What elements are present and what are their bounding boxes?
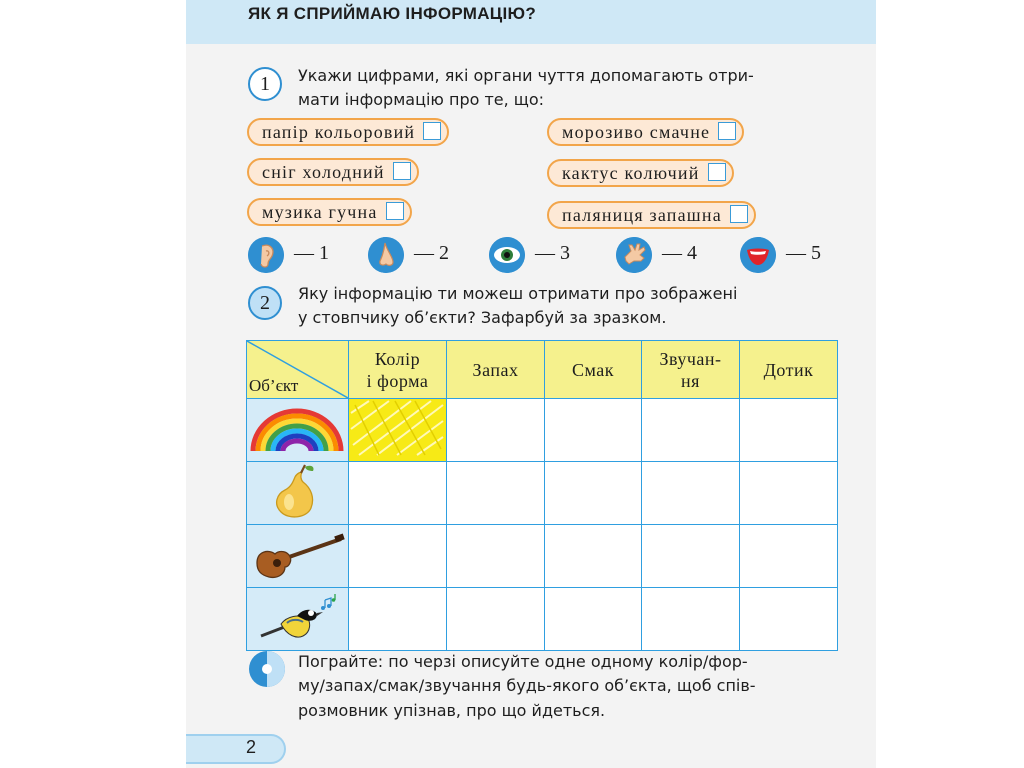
answer-pill-paper [247, 118, 449, 146]
task-3-text-line2: му/запах/смак/звучання будь-якого об’єкта, щоб спів- [298, 676, 756, 695]
answer-pill-icecream [547, 118, 744, 146]
task-2-text-line2: у стовпчику об’єкти? Зафарбуй за зразком. [298, 308, 667, 327]
mouth-icon [740, 237, 776, 273]
ear-icon [248, 237, 284, 273]
legend-label: — 4 [662, 242, 697, 264]
table-cell[interactable] [545, 588, 642, 651]
pill-label: сніг холодний [262, 162, 385, 182]
footer-tab [186, 734, 286, 764]
answer-pill-snow [247, 158, 419, 186]
table-cell[interactable] [447, 462, 545, 525]
column-header-line1: Запах [472, 359, 519, 380]
table-cell[interactable] [349, 462, 447, 525]
legend-label: — 5 [786, 242, 821, 264]
table-cell[interactable] [349, 525, 447, 588]
nose-icon [368, 237, 404, 273]
column-header-touch [740, 341, 838, 399]
table-cell[interactable] [740, 525, 838, 588]
legend-label: — 1 [294, 242, 329, 264]
task-2-number: 2 [248, 286, 282, 320]
object-cell-bird [247, 588, 349, 651]
sample-colored-cell[interactable] [349, 399, 447, 462]
table-cell[interactable] [447, 525, 545, 588]
answer-box[interactable] [708, 163, 726, 181]
table-cell[interactable] [740, 588, 838, 651]
pill-label: морозиво смачне [562, 122, 711, 142]
answer-box[interactable] [393, 162, 411, 180]
answer-box[interactable] [718, 122, 736, 140]
answer-pill-cactus [547, 159, 734, 187]
task-2-text-line1: Яку інформацію ти можеш отримати про зображені [298, 284, 738, 303]
table-cell[interactable] [447, 399, 545, 462]
task-1-text-line1: Укажи цифрами, які органи чуття допомагають отри- [298, 66, 754, 85]
column-header-line1: Звучан- [659, 348, 722, 369]
task-3-text-line1: Пограйте: по черзі описуйте одне одному колір/фор- [298, 652, 748, 671]
column-header-smell [447, 341, 545, 399]
answer-pill-bread [547, 201, 756, 229]
column-header-line1: Дотик [763, 359, 814, 380]
pill-label: паляниця запашна [562, 205, 722, 225]
task-1-text-line2: мати інформацію про те, що: [298, 90, 545, 109]
pill-label: музика гучна [262, 202, 378, 222]
column-header-line1: Смак [571, 359, 614, 380]
pill-label: папір кольоровий [262, 122, 416, 142]
page-title: ЯК Я СПРИЙМАЮ ІНФОРМАЦІЮ? [248, 4, 537, 23]
answer-box[interactable] [386, 202, 404, 220]
eye-icon [489, 237, 525, 273]
table-cell[interactable] [642, 399, 740, 462]
answer-box[interactable] [730, 205, 748, 223]
table-cell[interactable] [740, 462, 838, 525]
senses-table [246, 340, 838, 651]
table-cell[interactable] [642, 588, 740, 651]
table-cell[interactable] [642, 462, 740, 525]
legend-label: — 3 [535, 242, 570, 264]
table-cell[interactable] [642, 525, 740, 588]
object-cell-guitar [247, 525, 349, 588]
rainbow-icon [247, 399, 347, 457]
table-cell[interactable] [545, 399, 642, 462]
page-number: 2 [246, 737, 257, 757]
disc-icon [248, 650, 286, 688]
task-3-text-line3: розмовник упізнав, про що йдеться. [298, 701, 606, 720]
task-1-number: 1 [248, 67, 282, 101]
object-column-label: Об’єкт [249, 376, 299, 395]
column-header-line2: і форма [366, 370, 429, 391]
hand-icon [616, 237, 652, 273]
pear-icon [247, 462, 347, 520]
guitar-icon [247, 525, 347, 583]
scribble-fill [349, 399, 445, 457]
table-cell[interactable] [740, 399, 838, 462]
column-header-color [349, 341, 447, 399]
object-cell-pear [247, 462, 349, 525]
answer-box[interactable] [423, 122, 441, 140]
column-header-sound [642, 341, 740, 399]
object-cell-rainbow [247, 399, 349, 462]
column-header-taste [545, 341, 642, 399]
column-header-line2: ня [681, 370, 700, 391]
column-header-line1: Колір [374, 348, 421, 369]
pill-label: кактус колючий [562, 163, 700, 183]
answer-pill-music [247, 198, 412, 226]
table-cell[interactable] [545, 525, 642, 588]
table-corner-cell [247, 341, 349, 399]
table-cell[interactable] [349, 588, 447, 651]
bird-icon [247, 588, 347, 646]
table-cell[interactable] [447, 588, 545, 651]
table-cell[interactable] [545, 462, 642, 525]
legend-label: — 2 [414, 242, 449, 264]
